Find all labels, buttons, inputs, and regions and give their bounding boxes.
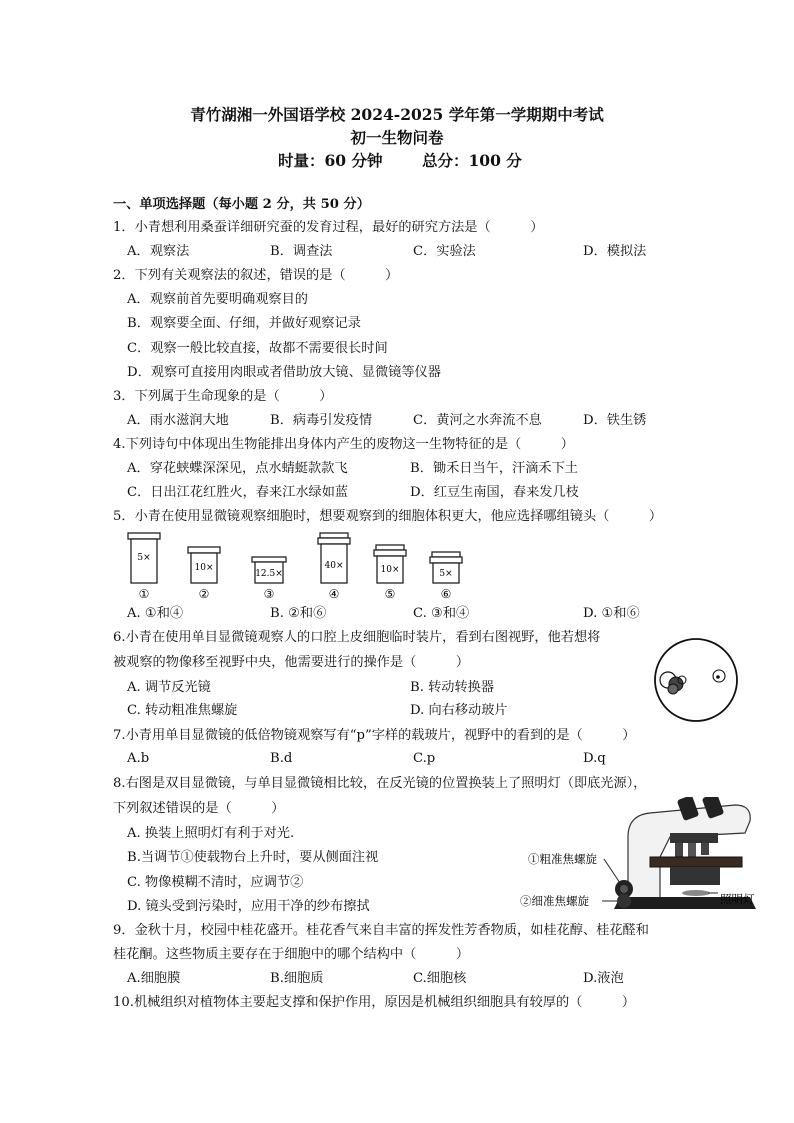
option: C.p xyxy=(413,751,436,766)
option: A. 调节反光镜 xyxy=(127,680,211,695)
option: A. 换装上照明灯有利于对光. xyxy=(127,826,295,841)
option: B.细胞质 xyxy=(270,971,324,986)
question-stem: 7.小青用单目显微镜的低倍物镜观察写有“p”字样的载玻片，视野中的看到的是（ ） xyxy=(113,728,636,743)
option: D．观察可直接用肉眼或者借助放大镜、显微镜等仪器 xyxy=(127,365,441,380)
question-stem: 6.小青在使用单目显微镜观察人的口腔上皮细胞临时装片，看到右图视野，他若想将 xyxy=(113,630,601,645)
lens-number: ④ xyxy=(328,587,340,601)
lens-3 xyxy=(252,557,286,583)
lens-number: ⑥ xyxy=(440,587,452,601)
question-stem: 3．下列属于生命现象的是（ ） xyxy=(113,389,333,404)
option: C．日出江花红胜火，春来江水绿如蓝 xyxy=(127,485,349,500)
lens-5 xyxy=(374,545,406,583)
option: B．观察要全面、仔细，并做好观察记录 xyxy=(127,316,361,331)
fine-focus-label: ②细准焦螺旋 xyxy=(520,894,589,908)
question-stem: 4.下列诗句中体现出生物能排出身体内产生的废物这一生物特征的是（ ） xyxy=(113,437,574,452)
lens-4-mag: 40× xyxy=(324,561,344,571)
option: C. ③和④ xyxy=(413,606,470,621)
option: A．穿花蛱蝶深深见，点水蜻蜓款款飞 xyxy=(127,461,348,476)
binocular-microscope-figure xyxy=(520,797,765,915)
option: C.细胞核 xyxy=(413,971,467,986)
lens-6 xyxy=(430,552,462,583)
option: D. ①和⑥ xyxy=(583,606,640,621)
light-label: 照明灯 xyxy=(720,892,755,906)
coarse-focus-label: ①粗准焦螺旋 xyxy=(528,852,597,866)
lens-6-mag: 5× xyxy=(439,569,453,579)
lens-number: ⑤ xyxy=(384,587,396,601)
lens-5-mag: 10× xyxy=(380,565,400,575)
option: B.d xyxy=(270,751,293,766)
option: C．黄河之水奔流不息 xyxy=(413,413,542,428)
option: D.q xyxy=(583,751,606,766)
question-stem-cont: 被观察的物像移至视野中央，他需要进行的操作是（ ） xyxy=(113,655,470,670)
lens-figure xyxy=(118,530,498,602)
option: B. ②和⑥ xyxy=(270,606,327,621)
question-stem: 2．下列有关观察法的叙述，错误的是（ ） xyxy=(113,268,399,283)
lens-number: ② xyxy=(198,587,210,601)
option: D．模拟法 xyxy=(583,244,647,259)
option: C. 物像模糊不清时，应调节② xyxy=(127,875,304,890)
option: D. 镜头受到污染时，应用干净的纱布擦拭 xyxy=(127,899,370,914)
option: D．铁生锈 xyxy=(583,413,647,428)
question-stem: 5．小青在使用显微镜观察细胞时，想要观察到的细胞体积更大，他应选择哪组镜头（ ） xyxy=(113,509,663,524)
question-stem: 1．小青想利用桑蚕详细研究蚕的发育过程，最好的研究方法是（ ） xyxy=(113,220,544,235)
question-stem-cont: 桂花酮。这些物质主要存在于细胞中的哪个结构中（ ） xyxy=(113,947,470,962)
lens-1 xyxy=(128,533,160,583)
option: C．观察一般比较直接，故都不需要很长时间 xyxy=(127,341,388,356)
exam-time: 时量：60 分钟 xyxy=(278,151,383,170)
option: C．实验法 xyxy=(413,244,476,259)
option: D.液泡 xyxy=(583,971,624,986)
option: B．锄禾日当午，汗滴禾下土 xyxy=(410,461,578,476)
option: D．红豆生南国，春来发几枝 xyxy=(410,485,579,500)
microscope-field-of-view xyxy=(652,636,740,724)
option: B. 转动转换器 xyxy=(410,680,495,695)
question-stem: 8.右图是双目显微镜，与单目显微镜相比较，在反光镜的位置换装上了照明灯（即底光源）， xyxy=(113,776,647,791)
exam-total: 总分：100 分 xyxy=(422,151,522,170)
option: A．观察法 xyxy=(127,244,190,259)
question-stem: 9．金秋十月，校园中桂花盛开。桂花香气来自丰富的挥发性芳香物质，如桂花醇、桂花醛和 xyxy=(113,923,649,938)
lens-number: ③ xyxy=(263,587,275,601)
section-heading: 一、单项选择题（每小题 2 分，共 50 分） xyxy=(113,197,370,212)
lens-4 xyxy=(318,533,350,583)
exam-title: 青竹湖湘一外国语学校 2024-2025 学年第一学期期中考试 xyxy=(190,105,604,124)
option: C. 转动粗准焦螺旋 xyxy=(127,703,238,718)
question-stem: 10.机械组织对植物体主要起支撑和保护作用，原因是机械组织细胞具有较厚的（ ） xyxy=(113,995,636,1010)
lens-1-mag: 5× xyxy=(137,553,151,563)
lens-2 xyxy=(188,547,220,583)
option: A.细胞膜 xyxy=(127,971,181,986)
option: A.b xyxy=(127,751,150,766)
option: A. ①和④ xyxy=(127,606,184,621)
option: B．病毒引发疫情 xyxy=(270,413,373,428)
question-stem-cont: 下列叙述错误的是（ ） xyxy=(113,801,285,816)
lens-number: ① xyxy=(138,587,150,601)
option: B．调查法 xyxy=(270,244,333,259)
option: A．雨水滋润大地 xyxy=(127,413,229,428)
option: B.当调节①使载物台上升时，要从侧面注视 xyxy=(127,850,379,865)
option: D. 向右移动玻片 xyxy=(410,703,508,718)
lens-3-mag: 12.5× xyxy=(255,569,283,579)
lens-2-mag: 10× xyxy=(194,563,214,573)
exam-subtitle: 初一生物问卷 xyxy=(350,128,444,147)
option: A．观察前首先要明确观察目的 xyxy=(127,292,308,307)
